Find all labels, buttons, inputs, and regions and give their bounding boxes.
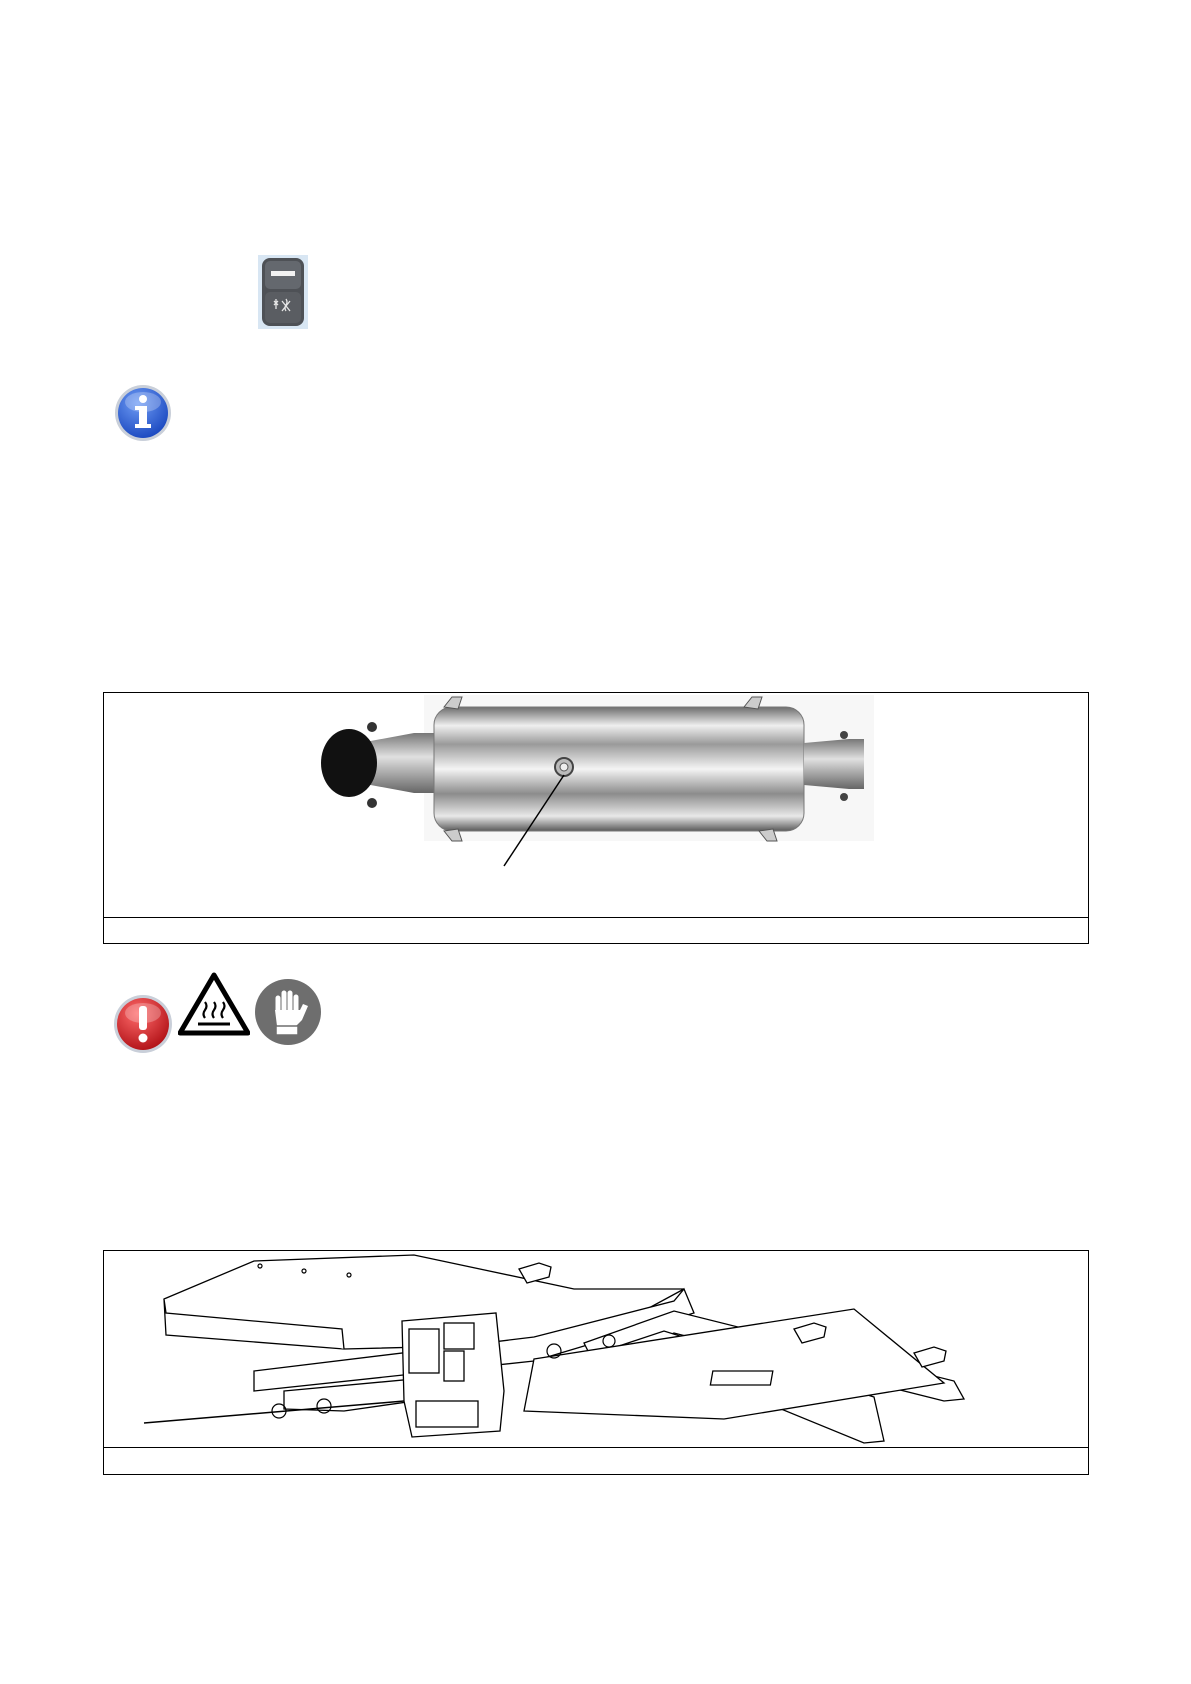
figure-caption [104, 917, 1088, 943]
dpf-photo [104, 693, 1088, 918]
warning-icon [112, 993, 174, 1055]
figure-chassis [103, 1250, 1089, 1475]
protective-gloves-icon [254, 978, 322, 1046]
chassis-drawing [104, 1251, 1088, 1446]
figure-caption [104, 1447, 1088, 1474]
figure-dpf [103, 692, 1089, 944]
dpf-regeneration-switch-icon [258, 255, 308, 329]
info-icon [113, 383, 173, 443]
hot-surface-icon [178, 972, 250, 1036]
